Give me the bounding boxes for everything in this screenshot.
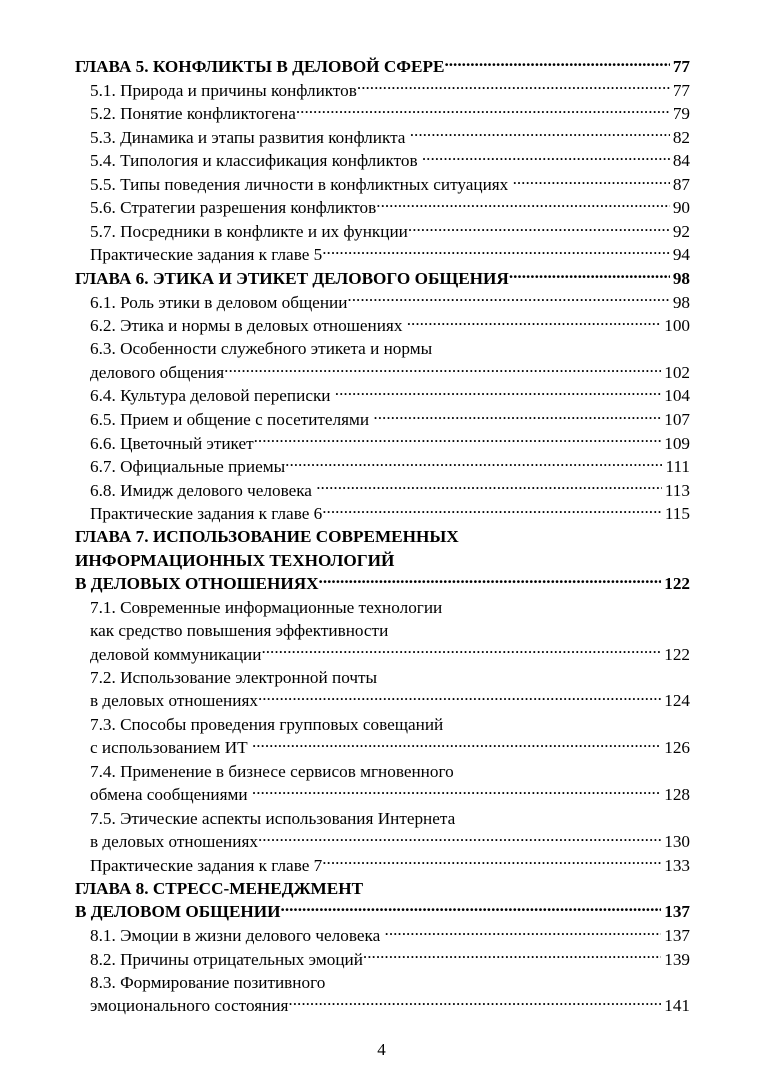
entry-title: 5.2. Понятие конфликтогена xyxy=(90,104,296,124)
entry-title: Практические задания к главе 5 xyxy=(90,245,323,265)
dot-leader xyxy=(363,947,661,964)
dot-leader xyxy=(322,853,661,870)
entry-page-number: 104 xyxy=(664,386,690,406)
entry-title: с использованием ИТ xyxy=(90,738,252,758)
entry-page-number: 98 xyxy=(672,268,690,288)
dot-leader xyxy=(258,689,661,706)
dot-leader xyxy=(422,149,670,166)
entry-page-number: 113 xyxy=(664,480,690,500)
toc-section-entry xyxy=(75,102,690,126)
entry-title: Практические задания к главе 7 xyxy=(90,855,323,875)
entry-title: 6.8. Имидж делового человека xyxy=(90,480,317,500)
dot-leader xyxy=(258,830,661,847)
entry-page-number: 94 xyxy=(672,245,690,265)
entry-page-number: 115 xyxy=(664,504,690,524)
entry-page-number: 109 xyxy=(664,433,690,453)
entry-title: Практические задания к главе 6 xyxy=(90,504,323,524)
entry-title: 6.2. Этика и нормы в деловых отношениях xyxy=(90,316,407,336)
entry-title: 6.1. Роль этики в деловом общении xyxy=(90,292,348,312)
entry-page-number: 87 xyxy=(672,174,690,194)
entry-page-number: 141 xyxy=(664,996,690,1016)
toc-section-entry xyxy=(75,290,690,314)
section-title-line: 7.1. Современные информационные технологии xyxy=(90,597,443,617)
toc-section-entry xyxy=(75,478,690,502)
entry-page-number: 82 xyxy=(672,127,690,147)
dot-leader xyxy=(261,642,661,659)
entry-title: 5.4. Типология и классификация конфликтов xyxy=(90,151,422,171)
entry-page-number: 126 xyxy=(664,738,690,758)
dot-leader xyxy=(322,502,662,519)
entry-page-number: 107 xyxy=(664,409,690,429)
entry-page-number: 98 xyxy=(672,292,690,312)
entry-page-number: 100 xyxy=(664,316,690,336)
toc-section-entry xyxy=(75,384,690,408)
section-title-line: 7.3. Способы проведения групповых совещаний xyxy=(90,714,444,734)
dot-leader xyxy=(288,994,661,1011)
section-title-line: 7.2. Использование электронной почты xyxy=(90,667,378,687)
dot-leader xyxy=(285,455,662,472)
dot-leader xyxy=(410,126,670,143)
toc-section-entry xyxy=(75,994,690,1018)
page-number: 4 xyxy=(377,1040,386,1059)
entry-title: эмоционального состояния xyxy=(90,996,289,1016)
entry-page-number: 77 xyxy=(672,57,690,77)
dot-leader xyxy=(385,924,662,941)
entry-title: 8.1. Эмоции в жизни делового человека xyxy=(90,925,385,945)
toc-chapter-entry xyxy=(75,572,690,596)
toc-section-entry xyxy=(75,853,690,877)
entry-title: В ДЕЛОВОМ ОБЩЕНИИ xyxy=(75,902,281,922)
toc-section-entry xyxy=(75,736,690,760)
entry-title: деловой коммуникации xyxy=(90,644,262,664)
table-of-contents xyxy=(75,55,690,1018)
entry-title: 5.1. Природа и причины конфликтов xyxy=(90,80,357,100)
dot-leader xyxy=(373,408,661,425)
entry-title: 6.6. Цветочный этикет xyxy=(90,433,254,453)
entry-page-number: 137 xyxy=(664,925,690,945)
entry-title: 6.4. Культура деловой переписки xyxy=(90,386,335,406)
toc-chapter-entry xyxy=(75,900,690,924)
toc-section-entry xyxy=(75,220,690,244)
chapter-title-line: ГЛАВА 7. ИСПОЛЬЗОВАНИЕ СОВРЕМЕННЫХ xyxy=(75,527,459,547)
toc-chapter-entry xyxy=(75,55,690,79)
dot-leader xyxy=(316,478,662,495)
section-title-line: 8.3. Формирование позитивного xyxy=(90,972,326,992)
toc-section-entry xyxy=(75,431,690,455)
toc-section-entry xyxy=(75,126,690,150)
toc-section-entry xyxy=(75,455,690,479)
dot-leader xyxy=(224,361,661,378)
toc-section-entry xyxy=(75,924,690,948)
entry-title: в деловых отношениях xyxy=(90,691,258,711)
entry-title: В ДЕЛОВЫХ ОТНОШЕНИЯХ xyxy=(75,574,319,594)
entry-title: 5.6. Стратегии разрешения конфликтов xyxy=(90,198,377,218)
dot-leader xyxy=(347,290,669,307)
entry-page-number: 92 xyxy=(672,221,690,241)
toc-section-entry xyxy=(75,502,690,526)
dot-leader xyxy=(408,220,670,237)
entry-page-number: 84 xyxy=(672,151,690,171)
dot-leader xyxy=(319,572,662,589)
toc-section-entry xyxy=(75,408,690,432)
entry-page-number: 102 xyxy=(664,362,690,382)
chapter-title-line: ИНФОРМАЦИОННЫХ ТЕХНОЛОГИЙ xyxy=(75,550,395,570)
entry-page-number: 137 xyxy=(664,902,690,922)
section-title-line: 6.3. Особенности служебного этикета и нормы xyxy=(90,339,433,359)
toc-section-entry xyxy=(75,243,690,267)
chapter-title-line: ГЛАВА 8. СТРЕСС-МЕНЕДЖМЕНТ xyxy=(75,878,364,898)
toc-section-entry xyxy=(75,149,690,173)
toc-chapter-entry xyxy=(75,267,690,291)
dot-leader xyxy=(322,243,670,260)
entry-title: 6.7. Официальные приемы xyxy=(90,457,286,477)
entry-title: ГЛАВА 6. ЭТИКА И ЭТИКЕТ ДЕЛОВОГО ОБЩЕНИЯ xyxy=(75,268,509,288)
entry-title: 8.2. Причины отрицательных эмоций xyxy=(90,949,363,969)
dot-leader xyxy=(513,173,670,190)
entry-title: делового общения xyxy=(90,362,225,382)
toc-section-entry xyxy=(75,642,690,666)
entry-title: обмена сообщениями xyxy=(90,785,252,805)
entry-title: ГЛАВА 5. КОНФЛИКТЫ В ДЕЛОВОЙ СФЕРЕ xyxy=(75,57,445,77)
dot-leader xyxy=(252,783,661,800)
entry-page-number: 124 xyxy=(664,691,690,711)
entry-title: 5.5. Типы поведения личности в конфликтных ситуациях xyxy=(90,174,513,194)
section-title-line: 7.5. Этические аспекты использования Интернета xyxy=(90,808,456,828)
entry-page-number: 128 xyxy=(664,785,690,805)
section-title-line: 7.4. Применение в бизнесе сервисов мгновенного xyxy=(90,761,454,781)
entry-page-number: 122 xyxy=(664,574,690,594)
toc-section-entry xyxy=(75,79,690,103)
dot-leader xyxy=(509,267,670,284)
entry-page-number: 139 xyxy=(664,949,690,969)
entry-page-number: 79 xyxy=(672,104,690,124)
toc-section-entry xyxy=(75,196,690,220)
dot-leader xyxy=(376,196,670,213)
toc-section-entry xyxy=(75,173,690,197)
dot-leader xyxy=(296,102,670,119)
entry-page-number: 122 xyxy=(664,644,690,664)
toc-section-entry xyxy=(75,689,690,713)
entry-title: в деловых отношениях xyxy=(90,832,258,852)
entry-page-number: 77 xyxy=(672,80,690,100)
entry-title: 6.5. Прием и общение с посетителями xyxy=(90,409,374,429)
entry-page-number: 133 xyxy=(664,855,690,875)
toc-section-entry xyxy=(75,947,690,971)
toc-section-entry xyxy=(75,783,690,807)
dot-leader xyxy=(254,431,662,448)
dot-leader xyxy=(444,55,669,72)
dot-leader xyxy=(252,736,661,753)
dot-leader xyxy=(281,900,662,917)
entry-page-number: 111 xyxy=(665,457,690,477)
toc-section-entry xyxy=(75,830,690,854)
dot-leader xyxy=(357,79,670,96)
entry-title: 5.3. Динамика и этапы развития конфликта xyxy=(90,127,410,147)
dot-leader xyxy=(407,314,661,331)
toc-section-entry xyxy=(75,314,690,338)
entry-page-number: 130 xyxy=(664,832,690,852)
entry-title: 5.7. Посредники в конфликте и их функции xyxy=(90,221,408,241)
section-title-line: как средство повышения эффективности xyxy=(90,621,389,640)
dot-leader xyxy=(335,384,661,401)
entry-page-number: 90 xyxy=(672,198,690,218)
toc-section-entry xyxy=(75,361,690,385)
